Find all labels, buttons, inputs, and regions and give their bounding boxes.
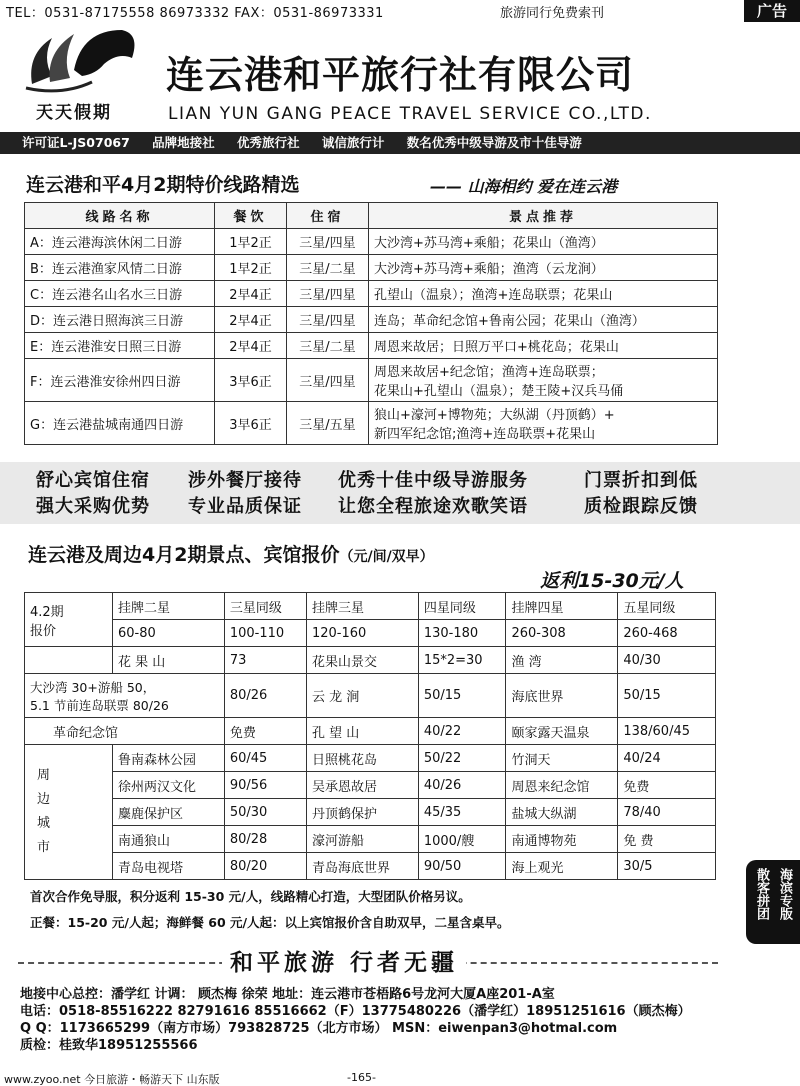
col-header: 餐饮 <box>215 203 287 229</box>
table-row <box>25 359 718 402</box>
table-row <box>25 799 716 826</box>
spot-name: 青岛海底世界 <box>306 853 418 880</box>
spot-price: 90/56 <box>224 772 306 799</box>
feature-text: 涉外餐厅接待 <box>188 470 302 491</box>
table-row <box>25 772 716 799</box>
feature-text: 优秀十佳中级导游服务 <box>338 470 528 491</box>
footer-site: www.zyoo.net 今日旅游・畅游天下 山东版 <box>4 1073 220 1086</box>
notes-box <box>24 884 716 936</box>
spot-price: 30/5 <box>618 853 716 880</box>
license-item: 许可证L-JS07067 <box>22 135 130 150</box>
feature-text: 门票折扣到低 <box>584 470 698 491</box>
logo-slogan: 天天假期 <box>36 103 112 123</box>
price-title-text: 连云港及周边4月2期景点、宾馆报价 <box>28 544 340 566</box>
table-header-row <box>25 203 718 229</box>
hotel-header: 四星同级 <box>418 593 506 620</box>
spot-price: 免费 <box>224 718 306 745</box>
route-spots: 大沙湾+苏马湾+乘船；花果山（渔湾） <box>369 229 718 255</box>
page-footer <box>0 1070 800 1086</box>
bird-logo-icon <box>22 24 142 96</box>
col-header: 景点推荐 <box>369 203 718 229</box>
price-unit: （元/间/双早） <box>339 549 434 565</box>
table-row <box>25 647 716 674</box>
spot-price: 80/26 <box>224 674 306 718</box>
tel-fax-text: TEL：0531-87175558 86973332 FAX：0531-86973331 <box>6 6 384 21</box>
route-hotel: 三星/四星 <box>287 281 369 307</box>
spot-name: 濠河游船 <box>306 826 418 853</box>
routes-subtitle: —— 山海相约 爱在连云港 <box>430 177 618 196</box>
hotel-header: 挂牌三星 <box>306 593 418 620</box>
surrounding-char: 城 <box>37 816 51 831</box>
price-label: 报价 <box>30 623 57 639</box>
free-index-text: 旅游同行免费索刊 <box>500 6 605 21</box>
license-item: 品牌地接社 <box>152 135 215 150</box>
license-item: 优秀旅行社 <box>237 135 300 150</box>
feature-text: 强大采购优势 <box>36 496 150 517</box>
route-spots <box>369 402 718 445</box>
rebate-text: 返利15-30元/人 <box>540 570 684 592</box>
spot-name: 麋鹿保护区 <box>113 799 225 826</box>
spot-name: 周恩来纪念馆 <box>506 772 618 799</box>
spot-price: 40/24 <box>618 745 716 772</box>
contact-line: 地接中心总控：潘学红 计调： 顾杰梅 徐荣 地址：连云港市苍梧路6号龙河大厦A座201-A室 <box>20 987 555 1002</box>
route-spots: 周恩来故居；日照万平口+桃花岛；花果山 <box>369 333 718 359</box>
spot-name: 竹洞天 <box>506 745 618 772</box>
note-line: 正餐：15-20 元/人起；海鲜餐 60 元/人起：以上宾馆报价含自助双早，二星含桌早。 <box>30 915 510 930</box>
spot-price: 50/22 <box>418 745 506 772</box>
route-name: E：连云港淮安日照三日游 <box>25 333 215 359</box>
route-meal: 3早6正 <box>215 359 287 402</box>
route-meal: 2早4正 <box>215 307 287 333</box>
price-title <box>28 540 434 567</box>
route-name: G：连云港盐城南通四日游 <box>25 402 215 445</box>
spot-price: 90/50 <box>418 853 506 880</box>
route-spots-line: 新四军纪念馆;渔湾+连岛联票+花果山 <box>374 427 596 442</box>
feature-text: 让您全程旅途欢歌笑语 <box>338 496 528 517</box>
spot-name: 日照桃花岛 <box>306 745 418 772</box>
route-spots: 连岛；革命纪念馆+鲁南公园；花果山（渔湾） <box>369 307 718 333</box>
table-row <box>25 826 716 853</box>
spot-name: 吴承恩故居 <box>306 772 418 799</box>
spot-name: 盐城大纵湖 <box>506 799 618 826</box>
spot-price: 50/15 <box>418 674 506 718</box>
surrounding-char: 边 <box>37 792 51 807</box>
surrounding-char: 周 <box>37 768 51 783</box>
spot-price: 78/40 <box>618 799 716 826</box>
route-name: C：连云港名山名水三日游 <box>25 281 215 307</box>
side-tab-text: 散客拼团 <box>754 868 769 920</box>
route-meal: 1早2正 <box>215 255 287 281</box>
hotel-header: 挂牌二星 <box>113 593 225 620</box>
route-hotel: 三星/四星 <box>287 307 369 333</box>
route-name: A：连云港海滨休闲二日游 <box>25 229 215 255</box>
license-item: 诚信旅行计 <box>321 135 385 150</box>
spot-name: 革命纪念馆 <box>25 718 225 745</box>
empty-cell <box>25 647 113 674</box>
hotel-price: 260-308 <box>506 620 618 647</box>
route-name: D：连云港日照海滨三日游 <box>25 307 215 333</box>
hotel-price: 260-468 <box>618 620 716 647</box>
dashawan-line: 大沙湾 30+游船 50， <box>30 679 156 695</box>
spot-price: 40/30 <box>618 647 716 674</box>
route-spots <box>369 359 718 402</box>
spot-name: 南通博物苑 <box>506 826 618 853</box>
spot-price: 1000/艘 <box>418 826 506 853</box>
route-spots: 大沙湾+苏马湾+乘船；渔湾（云龙涧） <box>369 255 718 281</box>
spot-name: 丹顶鹤保护 <box>306 799 418 826</box>
table-row <box>25 229 718 255</box>
hotel-header: 五星同级 <box>618 593 716 620</box>
table-row <box>25 281 718 307</box>
feature-text: 专业品质保证 <box>188 496 302 517</box>
table-row <box>25 718 716 745</box>
route-spots-line: 花果山+孔望山（温泉）；楚王陵+汉兵马俑 <box>374 384 624 399</box>
contact-line: Q Q：1173665299（南方市场）793828725（北方市场） MSN：eiwenpan3@hotmal.com <box>20 1021 618 1036</box>
table-row <box>25 620 716 647</box>
feature-text: 质检跟踪反馈 <box>584 496 698 517</box>
spot-price: 60/45 <box>224 745 306 772</box>
table-row <box>25 333 718 359</box>
route-name: B：连云港渔家风情二日游 <box>25 255 215 281</box>
ad-badge: 广告 <box>744 0 800 22</box>
spot-name: 鲁南森林公园 <box>113 745 225 772</box>
contact-block <box>20 986 691 1054</box>
period-cell <box>25 593 113 647</box>
spot-name: 孔 望 山 <box>306 718 418 745</box>
spot-name: 渔 湾 <box>506 647 618 674</box>
side-tab <box>746 860 800 944</box>
route-hotel: 三星/二星 <box>287 255 369 281</box>
hotel-price: 60-80 <box>113 620 225 647</box>
table-row <box>25 593 716 620</box>
spot-price: 73 <box>224 647 306 674</box>
license-bar <box>0 132 800 154</box>
note-line: 首次合作免导服，积分返利 15-30 元/人，线路精心打造，大型团队价格另议。 <box>30 889 471 904</box>
period-label: 4.2期 <box>30 604 64 620</box>
company-logo <box>22 24 142 124</box>
route-meal: 2早4正 <box>215 333 287 359</box>
spot-name: 徐州两汉文化 <box>113 772 225 799</box>
route-name: F：连云港淮安徐州四日游 <box>25 359 215 402</box>
spot-price: 40/26 <box>418 772 506 799</box>
table-row <box>25 402 718 445</box>
route-meal: 2早4正 <box>215 281 287 307</box>
contact-line: 电话：0518-85516222 82791616 85516662（F）13775480226（潘学红）18951251616（顾杰梅） <box>20 1004 691 1019</box>
hotel-price: 130-180 <box>418 620 506 647</box>
side-tab-text: 海滨专版 <box>777 868 792 920</box>
hotel-header: 三星同级 <box>224 593 306 620</box>
company-name-en: LIAN YUN GANG PEACE TRAVEL SERVICE CO.,LTD. <box>168 104 652 124</box>
table-row <box>25 674 716 718</box>
contact-line: 质检：桂致华18951255566 <box>20 1038 198 1053</box>
route-hotel: 三星/四星 <box>287 229 369 255</box>
hotel-header: 挂牌四星 <box>506 593 618 620</box>
hotel-price: 100-110 <box>224 620 306 647</box>
route-hotel: 三星/二星 <box>287 333 369 359</box>
spot-price: 50/15 <box>618 674 716 718</box>
spot-name: 花果山景交 <box>306 647 418 674</box>
route-hotel: 三星/四星 <box>287 359 369 402</box>
route-spots: 孔望山（温泉）；渔湾+连岛联票；花果山 <box>369 281 718 307</box>
routes-table <box>24 202 718 445</box>
spot-price: 15*2=30 <box>418 647 506 674</box>
route-spots-line: 周恩来故居+纪念馆；渔湾+连岛联票； <box>374 365 604 380</box>
spot-name: 青岛电视塔 <box>113 853 225 880</box>
spot-name: 花 果 山 <box>113 647 225 674</box>
spot-price: 80/28 <box>224 826 306 853</box>
spot-name: 南通狼山 <box>113 826 225 853</box>
route-spots-line: 狼山+濠河+博物苑；大纵湖（丹顶鹤）+ <box>374 408 615 423</box>
spot-price: 80/20 <box>224 853 306 880</box>
route-hotel: 三星/五星 <box>287 402 369 445</box>
table-row <box>25 853 716 880</box>
routes-title: 连云港和平4月2期特价线路精选 <box>26 174 300 196</box>
spot-price: 免费 <box>618 772 716 799</box>
license-item: 数名优秀中级导游及市十佳导游 <box>406 135 582 150</box>
spot-price: 40/22 <box>418 718 506 745</box>
spot-price: 45/35 <box>418 799 506 826</box>
spot-price: 138/60/45 <box>618 718 716 745</box>
dashawan-line: 5.1 节前连岛联票 80/26 <box>30 697 169 713</box>
price-table <box>24 592 716 880</box>
table-row <box>25 255 718 281</box>
feature-text: 舒心宾馆住宿 <box>36 470 150 491</box>
dashawan-cell <box>25 674 225 718</box>
col-header: 线路名称 <box>25 203 215 229</box>
company-name-cn: 连云港和平旅行社有限公司 <box>166 53 635 97</box>
spot-name: 云 龙 涧 <box>306 674 418 718</box>
route-meal: 1早2正 <box>215 229 287 255</box>
spot-price: 免 费 <box>618 826 716 853</box>
spot-name: 颐家露天温泉 <box>506 718 618 745</box>
route-meal: 3早6正 <box>215 402 287 445</box>
spot-price: 50/30 <box>224 799 306 826</box>
surrounding-label <box>25 745 113 880</box>
table-row <box>25 307 718 333</box>
motto-text: 和平旅游 行者无疆 <box>222 944 466 977</box>
spot-name: 海底世界 <box>506 674 618 718</box>
spot-name: 海上观光 <box>506 853 618 880</box>
features-band <box>0 462 800 524</box>
page-number: -165- <box>347 1071 376 1084</box>
col-header: 住宿 <box>287 203 369 229</box>
hotel-price: 120-160 <box>306 620 418 647</box>
table-row <box>25 745 716 772</box>
top-bar <box>0 0 800 22</box>
surrounding-char: 市 <box>37 840 51 855</box>
